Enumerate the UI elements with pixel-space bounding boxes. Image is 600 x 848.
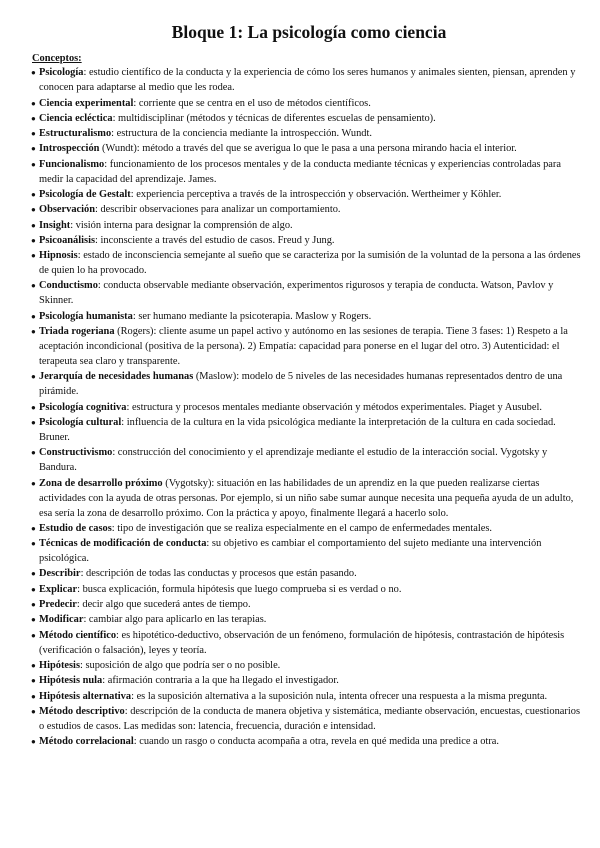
- list-item: [32, 734, 586, 749]
- concept-definition: : corriente que se centra en el uso de métodos científicos.: [133, 97, 371, 109]
- concept-definition: : construcción del conocimiento y el aprendizaje mediante el estudio de la interacción social. Vygotsky y Bandura.: [39, 447, 548, 474]
- list-item: [32, 628, 586, 658]
- bullet-icon: ●: [31, 129, 36, 139]
- bullet-icon: ●: [31, 569, 36, 579]
- concept-definition: : estudio científico de la conducta y la experiencia de cómo los seres humanos y animales sienten, piensan, aprenden y conocen para adaptarse al medio que les rodea.: [39, 67, 576, 94]
- bullet-icon: ●: [31, 144, 36, 154]
- bullet-icon: ●: [31, 372, 36, 382]
- bullet-icon: ●: [31, 113, 36, 123]
- concept-definition: : es hipotético-deductivo, observación de un fenómeno, formulación de hipótesis, contrastación de hipótesis (verificación o falsación), leyes y teoría.: [39, 629, 565, 656]
- concept-definition: : inconsciente a través del estudio de casos. Freud y Jung.: [95, 234, 335, 246]
- list-item: [32, 202, 586, 217]
- concept-term: Modificar: [39, 614, 84, 626]
- concept-definition: : es la suposición alternativa a la suposición nula, intenta ofrecer una respuesta a la misma pregunta.: [131, 690, 548, 702]
- concept-definition: : visión interna para designar la comprensión de algo.: [70, 219, 293, 231]
- concept-term: Psicología de Gestalt: [39, 188, 131, 200]
- list-item: [32, 218, 586, 233]
- list-item: [32, 582, 586, 597]
- bullet-icon: ●: [31, 600, 36, 610]
- concept-definition: : funcionamiento de los procesos mentales y de la conducta mediante técnicas y experiencias controladas para medir la capacidad del aprendizaje. James.: [39, 158, 561, 185]
- concept-definition: : descripción de todas las conductas y procesos que están pasando.: [80, 568, 357, 580]
- list-item: [32, 65, 586, 95]
- bullet-icon: ●: [31, 539, 36, 549]
- concept-definition: (Rogers): cliente asume un papel activo y autónomo en las sesiones de terapia. Tiene 3 fases: 1) Respeto a la aceptación incondicional (positiva de la persona). 2) Empatía: capacidad para ponerse en el lugar del otro. 3) Autenticidad: el terapeuta sea claro y transparente.: [39, 326, 568, 368]
- list-item: [32, 566, 586, 581]
- concept-definition: (Wundt): método a través del que se averigua lo que le pasa a una persona mirando hacia el interior.: [99, 143, 517, 155]
- concept-definition: : estructura y procesos mentales mediante observación y métodos experimentales. Piaget y Ausubel.: [126, 401, 542, 413]
- list-item: [32, 689, 586, 704]
- bullet-icon: ●: [31, 523, 36, 533]
- concept-definition: : busca explicación, formula hipótesis que luego comprueba si es verdad o no.: [77, 583, 402, 595]
- concept-definition: (Vygotsky): situación en las habilidades de un aprendiz en la que pueden realizarse ciertas actividades con la ayuda de otras personas. Por ejemplo, si un niño sabe sumar aunque necesita una pequeña ayuda de un adulto, esa sería la zona de desarrollo próximo. Con la práctica y apoyo, finalmente llegará a hacerlo solo.: [39, 477, 574, 519]
- concept-term: Psicología cognitiva: [39, 401, 127, 413]
- bullet-icon: ●: [31, 737, 36, 747]
- concept-definition: : tipo de investigación que se realiza especialmente en el campo de enfermedades mentales.: [111, 522, 492, 534]
- list-item: [32, 658, 586, 673]
- list-item: [32, 476, 586, 521]
- list-item: [32, 445, 586, 475]
- concept-term: Zona de desarrollo próximo: [39, 477, 163, 489]
- bullet-icon: ●: [31, 691, 36, 701]
- bullet-icon: ●: [31, 676, 36, 686]
- bullet-icon: ●: [31, 281, 36, 291]
- bullet-icon: ●: [31, 584, 36, 594]
- concept-definition: : ser humano mediante la psicoterapia. Maslow y Rogers.: [132, 310, 372, 322]
- bullet-icon: ●: [31, 706, 36, 716]
- list-item: [32, 673, 586, 688]
- bullet-icon: ●: [31, 189, 36, 199]
- concept-term: Funcionalismo: [39, 158, 105, 170]
- bullet-icon: ●: [31, 235, 36, 245]
- concept-definition: : influencia de la cultura en la vida psicológica mediante la interpretación de la cultura en cada sociedad. Bruner.: [39, 416, 556, 443]
- concept-term: Método científico: [39, 629, 117, 641]
- concept-definition: : multidisciplinar (métodos y técnicas de diferentes escuelas de pensamiento).: [112, 112, 436, 124]
- list-item: [32, 187, 586, 202]
- concept-definition: : cuando un rasgo o conducta acompaña a otra, revela en qué medida una predice a otra.: [133, 736, 499, 748]
- concept-list: [32, 65, 586, 749]
- bullet-icon: ●: [31, 205, 36, 215]
- concept-term: Introspección: [39, 143, 100, 155]
- list-item: [32, 126, 586, 141]
- concept-term: Estudio de casos: [39, 522, 112, 534]
- list-item: [32, 612, 586, 627]
- bullet-icon: ●: [31, 630, 36, 640]
- list-item: [32, 536, 586, 566]
- list-item: [32, 233, 586, 248]
- list-item: [32, 521, 586, 536]
- bullet-icon: ●: [31, 327, 36, 337]
- concept-term: Conductismo: [39, 280, 98, 292]
- bullet-icon: ●: [31, 311, 36, 321]
- bullet-icon: ●: [31, 417, 36, 427]
- concept-term: Ciencia ecléctica: [39, 112, 113, 124]
- concept-term: Observación: [39, 204, 95, 216]
- concept-definition: : afirmación contraria a la que ha llegado el investigador.: [102, 675, 339, 687]
- bullet-icon: ●: [31, 478, 36, 488]
- list-item: [32, 415, 586, 445]
- concept-definition: : su objetivo es cambiar el comportamiento del sujeto mediante una intervención psicológica.: [39, 538, 542, 565]
- list-item: [32, 369, 586, 399]
- concept-term: Insight: [39, 219, 71, 231]
- bullet-icon: ●: [31, 98, 36, 108]
- list-item: [32, 96, 586, 111]
- concept-definition: : suposición de algo que podría ser o no posible.: [80, 659, 281, 671]
- concept-definition: : estado de inconsciencia semejante al sueño que se caracteriza por la sumisión de la voluntad de la persona a las órdenes de quien lo ha provocado.: [39, 250, 581, 277]
- concept-term: Hipótesis alternativa: [39, 690, 132, 702]
- list-item: [32, 248, 586, 278]
- concept-term: Psicoanálisis: [39, 234, 96, 246]
- list-item: [32, 141, 586, 156]
- list-item: [32, 704, 586, 734]
- concept-term: Constructivismo: [39, 447, 113, 459]
- concept-definition: : descripción de la conducta de manera objetiva y sistemática, mediante observación, encuestas, cuestionarios o estudios de casos. Las medidas son: latencia, frecuencia, duración e intensidad.: [39, 705, 581, 732]
- section-heading: Conceptos:: [32, 53, 82, 64]
- concept-term: Método descriptivo: [39, 705, 125, 717]
- list-item: [32, 111, 586, 126]
- bullet-icon: ●: [31, 660, 36, 670]
- concept-term: Explicar: [39, 583, 78, 595]
- concept-term: Técnicas de modificación de conducta: [39, 538, 207, 550]
- concept-definition: : describir observaciones para analizar un comportamiento.: [95, 204, 341, 216]
- concept-term: Método correlacional: [39, 736, 134, 748]
- concept-definition: : experiencia perceptiva a través de la introspección y observación. Wertheimer y Köhler.: [130, 188, 502, 200]
- bullet-icon: ●: [31, 68, 36, 78]
- concept-term: Hipótesis: [39, 659, 80, 671]
- list-item: [32, 157, 586, 187]
- concept-definition: : conducta observable mediante observación, experimentos rigurosos y terapia de conducta. Watson, Pavlov y Skinner.: [39, 280, 554, 307]
- list-item: [32, 597, 586, 612]
- page-title: Bloque 1: La psicología como ciencia: [171, 22, 447, 42]
- bullet-icon: ●: [31, 251, 36, 261]
- concept-definition: (Maslow): modelo de 5 niveles de las necesidades humanas representados dentro de una pirámide.: [39, 371, 563, 398]
- concept-term: Predecir: [39, 599, 77, 611]
- list-item: [32, 278, 586, 308]
- concept-term: Psicología humanista: [39, 310, 133, 322]
- bullet-icon: ●: [31, 402, 36, 412]
- list-item: [32, 324, 586, 369]
- bullet-icon: ●: [31, 159, 36, 169]
- concept-term: Estructuralismo: [39, 128, 112, 140]
- bullet-icon: ●: [31, 615, 36, 625]
- concept-term: Hipótesis nula: [39, 675, 103, 687]
- concept-term: Hipnosis: [39, 250, 78, 262]
- list-item: [32, 400, 586, 415]
- concept-term: Psicología cultural: [39, 416, 122, 428]
- concept-term: Describir: [39, 568, 81, 580]
- concept-term: Jerarquía de necesidades humanas: [39, 371, 194, 383]
- list-item: [32, 309, 586, 324]
- concept-definition: : cambiar algo para aplicarlo en las terapias.: [83, 614, 267, 626]
- concept-definition: : estructura de la conciencia mediante la introspección. Wundt.: [111, 128, 372, 140]
- bullet-icon: ●: [31, 448, 36, 458]
- bullet-icon: ●: [31, 220, 36, 230]
- concept-term: Psicología: [39, 67, 84, 79]
- concept-term: Ciencia experimental: [39, 97, 134, 109]
- concept-term: Triada rogeriana: [39, 326, 115, 338]
- concept-definition: : decir algo que sucederá antes de tiempo.: [76, 599, 251, 611]
